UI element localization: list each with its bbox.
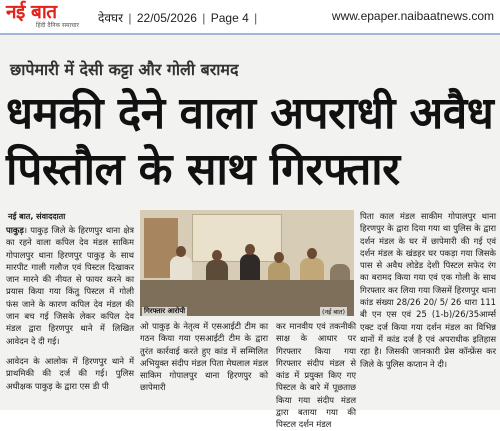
photo-person-head: [274, 252, 284, 263]
article-column-right: पिता काल मंडल साकीम गोपालपुर थाना हिरणपुर के द्वारा दिया गया था पुलिस के द्वारा दर्शन मंडल के घर में छापेमारी की गई एवं दर्शन मंडल के खंडहर घर पकड़ा गया जिसके पास से अवैध लोडेड देशी पिस्टल सफेद रंग का बरामद किया गया एवं एक गोली के साथ गिरफ्तार कर लिया गया जिसमें हिरणपुर थाना कांड संख्या 28/26 20/ 5/ 26 धारा 111 बी एन एस एवं 25 (1-b)/26/35आर्म्स एक्ट दर्ज किया गया दर्शन मंडल का विभिन्न थानों में कांड दर्ज है एवं अपराधीक इतिहास रहा है। जिसकी जानकारी प्रेस कॉन्फ्रेंस कर जिले के पुलिस कप्तान ने दी।: [360, 211, 496, 369]
dateline: नई बात, संवाददाता: [8, 212, 66, 221]
logo-tagline: हिंदी दैनिक समाचार: [36, 22, 79, 29]
separator: |: [202, 11, 206, 25]
article-kicker: छापेमारी में देसी कट्टा और गोली बरामद: [10, 60, 239, 79]
photo-banner: [192, 214, 282, 262]
article-column-left: [6, 224, 134, 354]
headline-line-2: पिस्तौल के साथ गिरफ्तार: [6, 144, 400, 195]
edition-city: देवघर: [98, 11, 124, 25]
article-column-bottom-1: आवेदन के आलोक में हिरणपुर थाने में प्राथमिकी की दर्ज की गई। पुलिस अधीक्षक पाकुड़ के द्वारा एस डी पी: [6, 356, 134, 391]
photo-caption: गिरफ्तार आरोपी: [144, 307, 186, 315]
epaper-url[interactable]: www.epaper.naibaatnews.com: [331, 9, 494, 23]
lead-word: पाकुड़: [6, 225, 24, 235]
headline-line-1: धमकी देने वाला अपराधी अवैध: [6, 88, 494, 139]
edition-meta: [98, 9, 259, 26]
photo-person-head: [212, 250, 222, 261]
page-number: Page 4: [210, 11, 249, 25]
separator: |: [128, 11, 132, 25]
photo-credit: (नई बात): [322, 308, 346, 316]
logo-text: नई बात: [6, 1, 57, 23]
article-column-bottom-2: ओ पाकुड़ के नेतृत्व में एसआईटी टीम का गठन किया गया एसआईटी टीम के द्वारा तुरंत कार्रवाई करते हुए कांड में सम्मिलित अभियुक्त संदीप मंडल पिता मेघलाल मंडल साकिम गोपालपुर थाना हिरणपुर को छापेमारी: [140, 321, 268, 393]
newspaper-logo[interactable]: [6, 2, 94, 32]
photo-person-head: [245, 244, 255, 255]
masthead: [0, 0, 500, 34]
edition-date: 22/05/2026: [136, 11, 197, 25]
photo-person-head: [176, 246, 186, 257]
news-photo: [140, 210, 354, 316]
article-column-bottom-3: कर मानवीय एवं तकनीकी साक्ष के आधार पर गिरफ्तार किया गया गिरफ्तार संदीप मंडल से कांड में प्रयुक्त किए गए पिस्टल के बारे में पूछताछ किया गया संदीप मंडल द्वारा बताया गया की पिस्टल दर्शन मंडल: [276, 321, 356, 430]
column-text: । पाकुड़ जिले के हिरणपुर थाना क्षेत्र का रहने वाला कपिल देव मंडल साकिम गोपालपुर थाना हिरणपुर पाकुड़ के साथ मारपीट गाली गलौज एवं पिस्टल दिखाकर जान मारने की नीयत से फायर करने का प्रयास किया गया किंतु पिस्टल में गोली फंस जाने के कारण कपिल देव मंडल की जान बच गई जिसके लेकर कपिल देव मंडल द्वारा हिरणपुर थाने में लिखित आवेदन दे दी गई।: [6, 225, 134, 346]
photo-person-head: [307, 248, 317, 259]
separator: |: [254, 11, 258, 25]
